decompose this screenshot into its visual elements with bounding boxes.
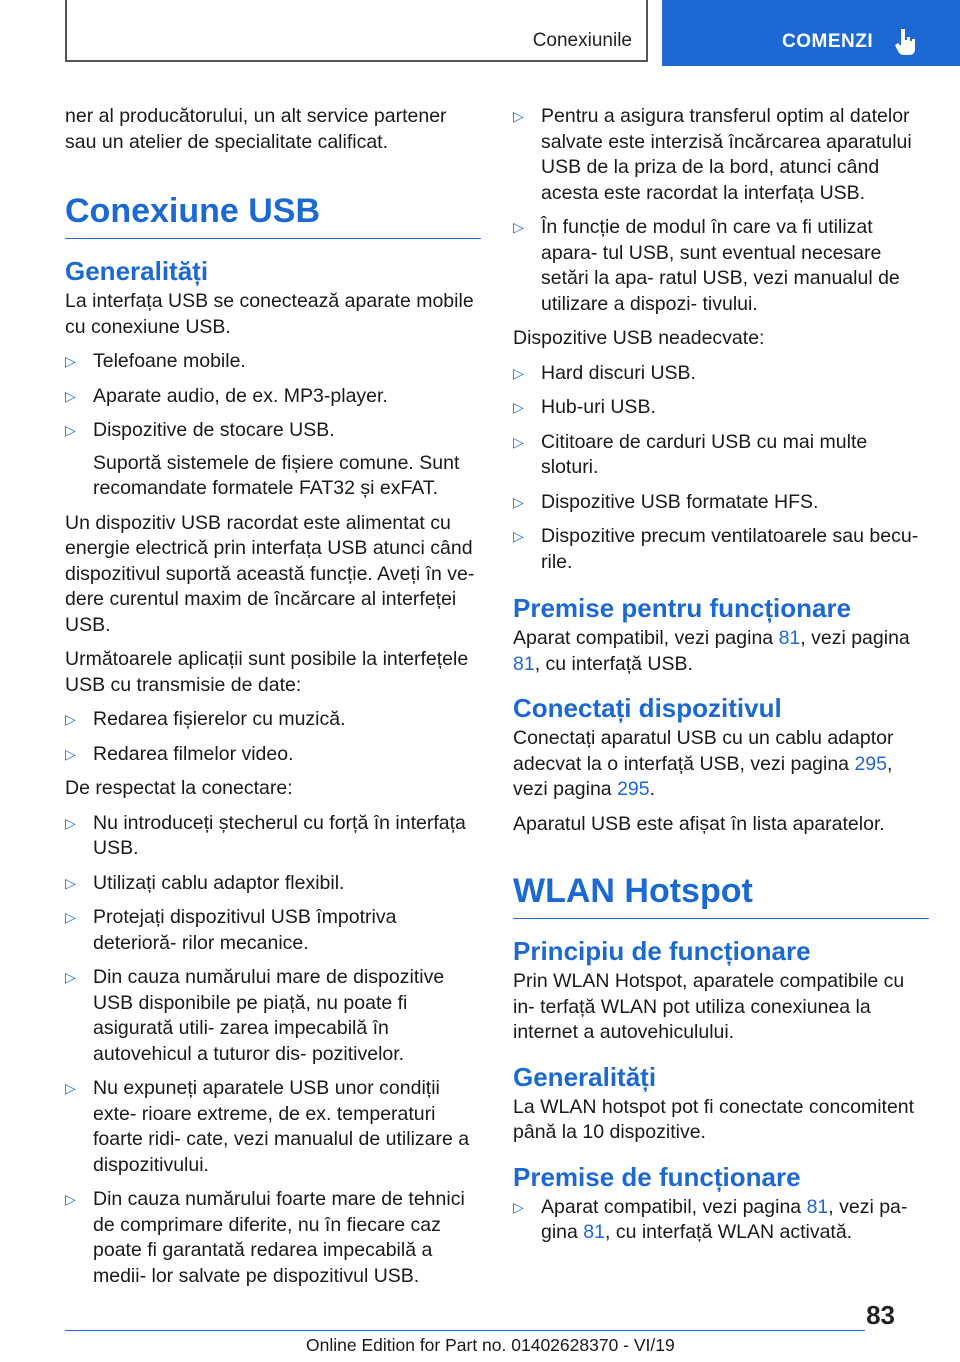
paragraph: Prin WLAN Hotspot, aparatele compatibile cu in- terfață WLAN pot utiliza conexiunea la internet a autovehiculului.: [513, 970, 905, 1043]
list-item: ▷ Nu expuneți aparatele USB unor condiții exte- rioare extreme, de ex. temperaturi foarte ridi- cate, vezi manualul de utilizare a dispozitivului.: [65, 1076, 481, 1178]
page-link[interactable]: 81: [778, 627, 801, 649]
list-item: ▷ Aparat compatibil, vezi pagina 81, vezi pa- gina 81, cu interfață WLAN activată.: [513, 1195, 929, 1246]
paragraph: Aparatul USB este afișat în lista aparatelor.: [513, 812, 885, 835]
triangle-bullet-icon: ▷: [65, 969, 76, 985]
list-item: ▷ Redarea fișierelor cu muzică.: [65, 707, 481, 733]
left-column: [65, 104, 481, 1298]
list-item: ▷ Telefoane mobile.: [65, 349, 481, 375]
paragraph: La WLAN hotspot pot fi conectate concomitent până la 10 dispozitive.: [513, 1095, 915, 1143]
triangle-bullet-icon: ▷: [513, 1198, 524, 1215]
triangle-bullet-icon: ▷: [513, 493, 524, 510]
heading-wlan: WLAN Hotspot: [513, 872, 753, 910]
footer-edition: Online Edition for Part no. 01402628370 - VI/19: [306, 1335, 675, 1355]
heading-premise: Premise pentru funcționare: [513, 593, 852, 623]
triangle-bullet-icon: ▷: [65, 1191, 76, 1207]
heading-usb: Conexiune USB: [65, 192, 321, 230]
triangle-bullet-icon: ▷: [65, 387, 76, 404]
list-item: ▷ Protejați dispozitivul USB împotriva deterioră- rilor mecanice.: [65, 905, 481, 956]
triangle-bullet-icon: ▷: [65, 874, 76, 891]
page-link[interactable]: 295: [854, 752, 887, 775]
heading-premise-2: Premise de funcționare: [513, 1161, 801, 1192]
list-item: ▷ Pentru a asigura transferul optim al datelor salvate este interzisă încărcarea aparatului USB de la priza de la bord, atunci când acesta este racordat la interfața USB.: [513, 104, 929, 206]
header-section-box: [65, 0, 648, 62]
list-item: ▷ Hub-uri USB.: [513, 395, 929, 421]
list-item: ▷ Din cauza numărului mare de dispozitive USB disponibile pe piață, nu poate fi asigurată utili- zarea impecabilă în autovehicul a tuturor dis- pozitivelor.: [65, 965, 481, 1067]
heading-general-2: Generalități: [513, 1061, 657, 1092]
paragraph: Dispozitive USB neadecvate:: [513, 327, 765, 349]
list-item: ▷ Utilizați cablu adaptor flexibil.: [65, 871, 481, 897]
footer-divider: [65, 1330, 865, 1331]
header-section-title: Conexiunile: [532, 30, 632, 51]
page-link[interactable]: 295: [617, 778, 650, 800]
list-item: ▷ Redarea filmelor video.: [65, 742, 481, 768]
header-tab-label: COMENZI: [782, 31, 874, 52]
list-item: ▷ Cititoare de carduri USB cu mai multe sloturi.: [513, 430, 929, 481]
list-item: ▷ Hard discuri USB.: [513, 361, 929, 387]
list-item: ▷ Dispozitive USB formatate HFS.: [513, 490, 929, 516]
heading-usb-wrap: [65, 190, 481, 239]
right-column: [513, 104, 929, 1255]
heading-connect: Conectați dispozitivul: [513, 693, 782, 723]
triangle-bullet-icon: ▷: [513, 433, 524, 450]
heading-principle: Principiu de funcționare: [513, 936, 811, 966]
triangle-bullet-icon: ▷: [65, 814, 76, 831]
page-link[interactable]: 81: [583, 1221, 605, 1243]
paragraph: De respectat la conectare:: [65, 777, 293, 799]
heading-wlan-wrap: [513, 870, 929, 919]
triangle-bullet-icon: ▷: [513, 528, 524, 544]
list-item: ▷ Nu introduceți ștecherul cu forță în interfața USB.: [65, 811, 481, 862]
heading-general: Generalități: [65, 256, 209, 286]
paragraph: Un dispozitiv USB racordat este alimentat cu energie electrică prin interfața USB atunci când dispozitivul suportă această funcție. Aveți în ve- dere curentul maxim de încărcare al interfeței USB.: [65, 511, 475, 636]
paragraph-premise: Aparat compatibil, vezi pagina 81, vezi pagina 81, cu interfață USB.: [513, 627, 910, 675]
triangle-bullet-icon: ▷: [65, 353, 76, 369]
page-link[interactable]: 81: [806, 1195, 829, 1218]
list-item-note: Suportă sistemele de fișiere comune. Sunt recomandate formatele FAT32 și exFAT.: [93, 451, 460, 499]
list-item: ▷ Din cauza numărului foarte mare de tehnici de comprimare diferite, nu în fiecare caz poate fi garantată redarea impecabilă a medii- lor salvate pe dispozitivul USB.: [65, 1187, 481, 1289]
triangle-bullet-icon: ▷: [513, 399, 524, 415]
page-number: 83: [866, 1300, 895, 1330]
list-item: ▷ În funcție de modul în care va fi utilizat apara- tul USB, sunt eventual necesare setări la apa- ratul USB, vezi manualul de utilizare a dispozi- tivului.: [513, 215, 929, 317]
triangle-bullet-icon: ▷: [513, 219, 524, 235]
list-item: ▷ Dispozitive precum ventilatoarele sau becu- rile.: [513, 524, 929, 575]
paragraph: Următoarele aplicații sunt posibile la interfețele USB cu transmisie de date:: [65, 648, 469, 696]
triangle-bullet-icon: ▷: [65, 1080, 76, 1096]
triangle-bullet-icon: ▷: [513, 364, 524, 381]
triangle-bullet-icon: ▷: [65, 422, 76, 438]
header-tab-comenzi[interactable]: [662, 0, 960, 66]
page-link[interactable]: 81: [513, 652, 535, 675]
paragraph: ner al producătorului, un alt service partener sau un atelier de specialitate calificat.: [65, 105, 447, 153]
triangle-bullet-icon: ▷: [65, 745, 76, 762]
hand-pointer-icon: [895, 27, 917, 57]
triangle-bullet-icon: ▷: [65, 711, 76, 727]
list-item: ▷ Aparate audio, de ex. MP3-player.: [65, 384, 481, 410]
triangle-bullet-icon: ▷: [65, 909, 76, 925]
paragraph: La interfața USB se conectează aparate mobile cu conexiune USB.: [65, 290, 474, 338]
triangle-bullet-icon: ▷: [513, 108, 524, 124]
paragraph-connect: Conectați aparatul USB cu un cablu adaptor adecvat la o interfață USB, vezi pagina 295, vezi pagina 295.: [513, 727, 894, 800]
list-item: ▷ Dispozitive de stocare USB.: [65, 418, 481, 444]
